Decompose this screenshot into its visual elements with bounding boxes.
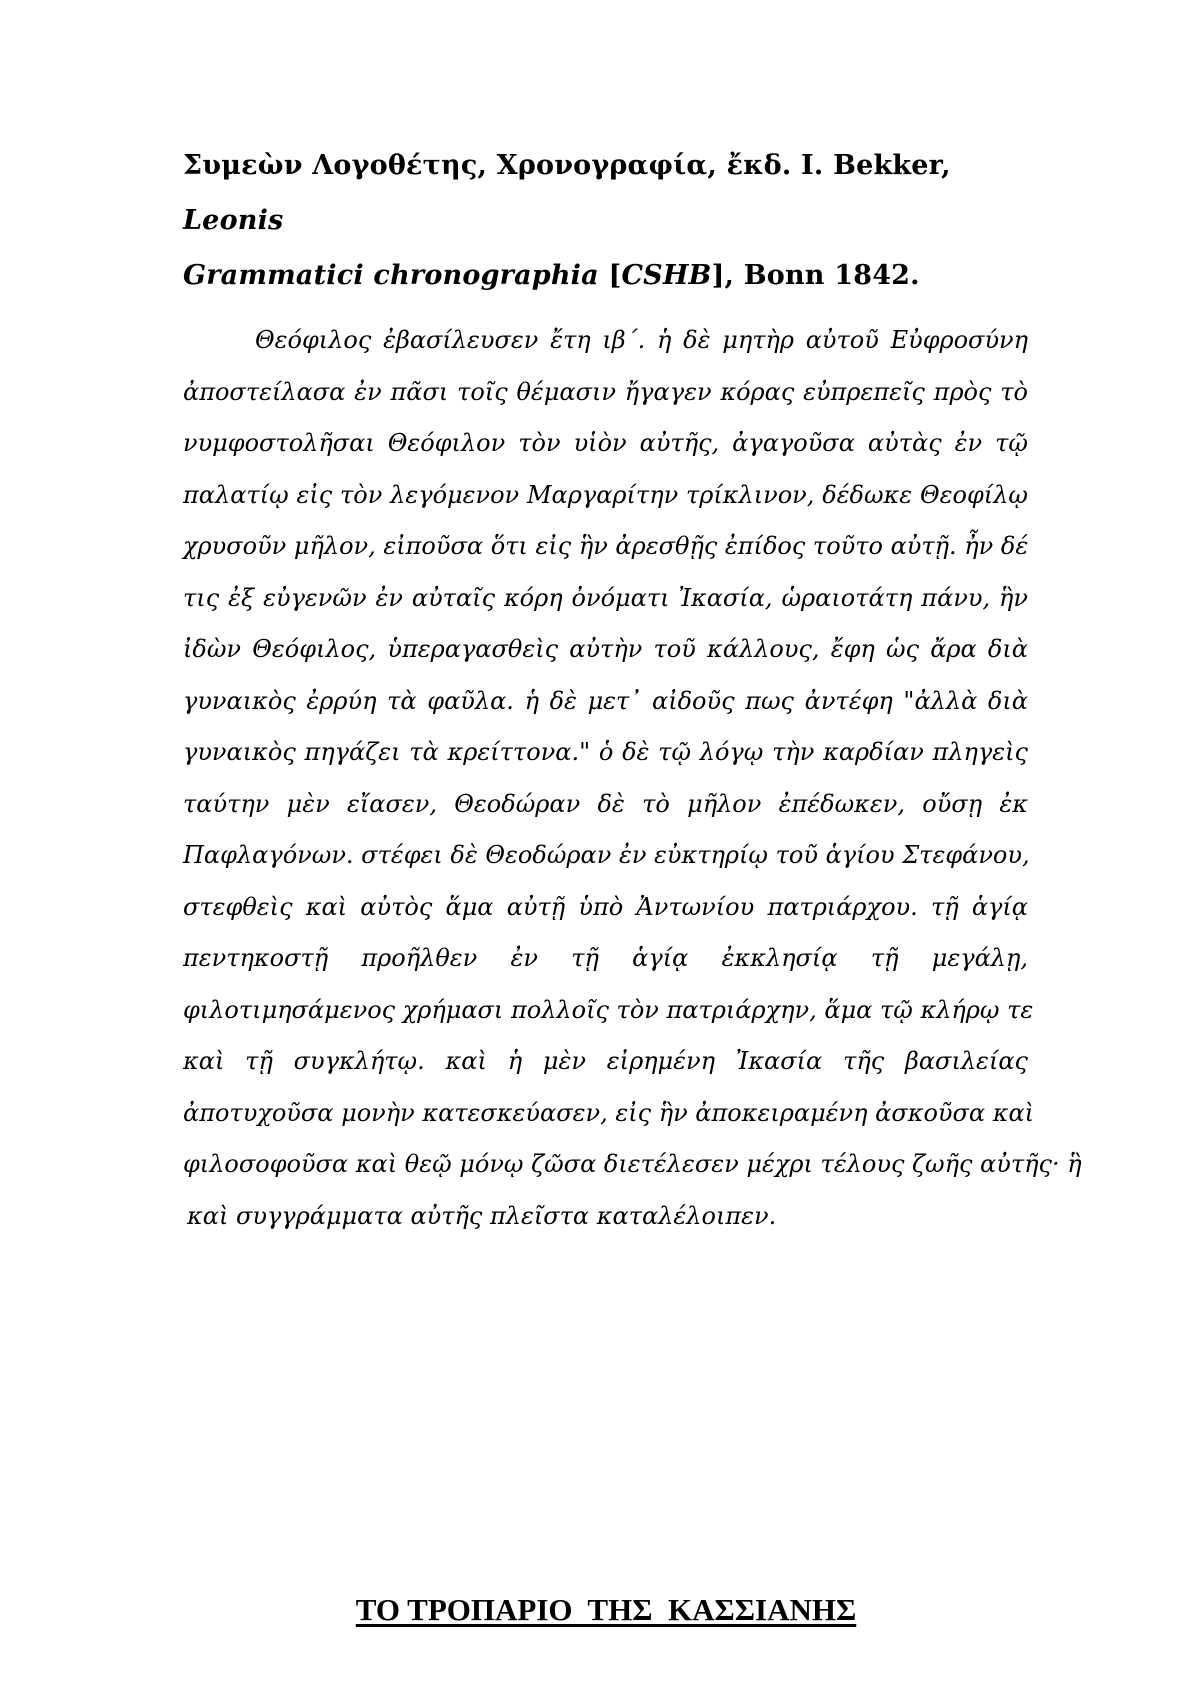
bibliographic-citation [183,138,1028,303]
passage-line: ἀποτυχοῦσα μονὴν κατεσκεύασεν, εἰς ἣν ἀποκειραμένη ἀσκοῦσα καὶ [183,1098,1035,1127]
citation-latin-title-part2: Grammatici chronographia [183,260,599,291]
chronicle-passage [183,315,1082,1242]
passage-line: γυναικὸς ἐρρύη τὰ φαῦλα. ἡ δὲ μετ᾽ αἰδοῦς πως ἀντέφη "ἀλλὰ διὰ [183,686,1028,715]
passage-line: ἰδὼν Θεόφιλος, ὑπεραγασθεὶς αὐτὴν τοῦ κάλλους, ἔφη ὡς ἄρα διὰ [183,635,1028,663]
passage-line: ἀποστείλασα ἐν πᾶσι τοῖς θέμασιν ἤγαγεν κόρας εὐπρεπεῖς πρὸς τὸ [183,377,1028,406]
citation-series: CSHB [621,260,712,291]
passage-line: τις ἐξ εὐγενῶν ἐν αὐταῖς κόρη ὀνόματι Ἰκασία, ὡραιοτάτη πάνυ, ἣν [183,583,1028,612]
passage-line: ταύτην μὲν εἴασεν, Θεοδώραν δὲ τὸ μῆλον ἐπέδωκεν, οὔσῃ ἐκ [183,789,1028,818]
passage-line: στεφθεὶς καὶ αὐτὸς ἅμα αὐτῇ ὑπὸ Ἀντωνίου πατριάρχου. τῇ ἁγίᾳ [183,892,1028,921]
citation-bracket-open: [ [608,260,622,291]
passage-line: παλατίῳ εἰς τὸν λεγόμενον Μαργαρίτην τρίκλινον, δέδωκε Θεοφίλῳ [183,480,1028,509]
section-heading: ΤΟ ΤΡΟΠΑΡΙΟ ΤΗΣ ΚΑΣΣΙΑΝΗΣ [355,1592,857,1627]
citation-bracket-rest: ], Bonn 1842. [711,260,920,291]
passage-line: Παφλαγόνων. στέφει δὲ Θεοδώραν ἐν εὐκτηρίῳ τοῦ ἁγίου Στεφάνου, [183,841,1030,869]
passage-line: νυμφοστολῆσαι Θεόφιλον τὸν υἱὸν αὐτῆς, ἀγαγοῦσα αὐτὰς ἐν τῷ [183,429,1028,457]
passage-line: φιλοσοφοῦσα καὶ θεῷ μόνῳ ζῶσα διετέλεσεν μέχρι τέλους ζωῆς αὐτῆς· ἣ [183,1150,1082,1178]
passage-line: γυναικὸς πηγάζει τὰ κρείττονα." ὁ δὲ τῷ λόγῳ τὴν καρδίαν πληγεὶς [183,738,1028,766]
citation-greek-author-title: Συμεὼν Λογοθέτης, Χρονογραφία, ἔκδ. I. Bekker, [183,150,951,181]
passage-line: φιλοτιμησάμενος χρήμασι πολλοῖς τὸν πατριάρχην, ἅμα τῷ κλήρῳ τε [183,995,1034,1024]
passage-line: καὶ συγγράμματα αὐτῆς πλεῖστα καταλέλοιπεν. [187,1201,777,1230]
passage-line: χρυσοῦν μῆλον, εἰποῦσα ὅτι εἰς ἣν ἀρεσθῇς ἐπίδος τοῦτο αὐτῇ. ἦν δέ [183,532,1029,560]
passage-line: Θεόφιλος ἐβασίλευσεν ἔτη ιβ΄. ἡ δὲ μητὴρ αὐτοῦ Εὐφροσύνη [255,326,1028,354]
passage-line: καὶ τῇ συγκλήτῳ. καὶ ἡ μὲν εἰρημένη Ἰκασία τῆς βασιλείας [183,1047,1028,1075]
passage-line: πεντηκοστῇ προῆλθεν ἐν τῇ ἁγίᾳ ἐκκλησίᾳ τῇ μεγάλῃ, [183,944,1028,972]
citation-latin-title-part1: Leonis [183,205,284,236]
